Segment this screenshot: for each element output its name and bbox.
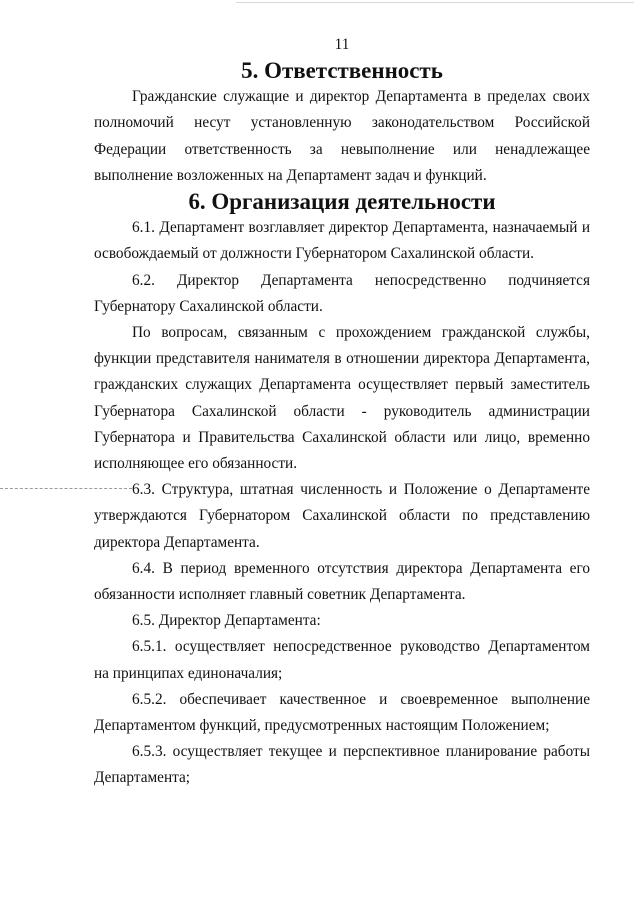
scan-edge-line bbox=[236, 2, 634, 3]
page-content bbox=[94, 32, 590, 792]
paragraph-6-5-3: 6.5.3. осуществляет текущее и перспективное планирование работы Департамента; bbox=[94, 743, 590, 787]
section-5-heading: 5. Ответственность bbox=[241, 58, 443, 83]
paragraph-6-1: 6.1. Департамент возглавляет директор Департамента, назначаемый и освобождаемый от должности Губернатором Сахалинской области. bbox=[94, 219, 590, 263]
paragraph-6-5-1: 6.5.1. осуществляет непосредственное руководство Департаментом на принципах единоначалия; bbox=[94, 638, 590, 682]
paragraph-6-2-continued: По вопросам, связанным с прохождением гражданской службы, функции представителя нанимателя в отношении директора Департамента, гражданских служащих Департамента осуществляет первый заместитель Губернатора Сахалинской области - руководитель администрации Губернатора и Правительства Сахалинской области или лицо, временно исполняющее его обязанности. bbox=[94, 324, 590, 473]
paragraph-6-5: 6.5. Директор Департамента: bbox=[132, 612, 321, 630]
paragraph-6-5-2: 6.5.2. обеспечивает качественное и своевременное выполнение Департаментом функций, предусмотренных настоящим Положением; bbox=[94, 690, 590, 735]
paragraph-6-2: 6.2. Директор Департамента непосредственно подчиняется Губернатору Сахалинской области. bbox=[94, 271, 590, 315]
paragraph-6-3: 6.3. Структура, штатная численность и Положение о Департаменте утверждаются Губернатором Сахалинской области по представлению директора Департамента. bbox=[94, 481, 590, 551]
section-5-paragraph: Гражданские служащие и директор Департамента в пределах своих полномочий несут установленную законодательством Российской Федерации ответственность за невыполнение или ненадлежащее выполнение возложенных на Департамент задач и функций. bbox=[94, 88, 590, 184]
section-6-heading: 6. Организация деятельности bbox=[188, 189, 496, 215]
page-number: 11 bbox=[334, 36, 350, 53]
paragraph-6-4: 6.4. В период временного отсутствия директора Департамента его обязанности исполняет главный советник Департамента. bbox=[94, 559, 590, 604]
